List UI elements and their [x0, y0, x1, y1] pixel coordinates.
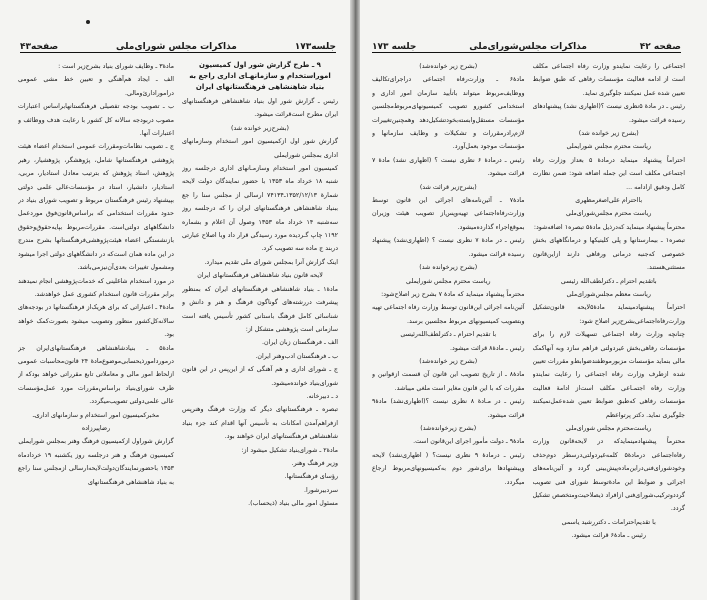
paragraph: (بشرح زیرخوانده شد) [419, 264, 478, 272]
paragraph: مادهٔ۶ ـ وزارت‌رفاه اجتماعی دراجرای‌تکالیف ووظایف‌مربوط میتواند باتأیید سازمان امور اداری و استخدامی کشورو تصویب کمیسیونهای‌مربوط‌مجلسین مؤسسات مستقل‌وابسته‌بخودتشکیل‌دهد وهمچنین‌تغییرات لازم‌رادرمقررات و تشکیلات و وظایف سازمانها و مؤسسات موجود بعمل‌آورد. [372, 76, 525, 151]
paragraph: گزارش شوراول ازکمیسیون فرهنگ وهنر بمجلس شورایملی [18, 438, 174, 446]
paragraph: چنانچه وزارت رفاه اجتماعی تسهیلات لازم را برای مؤسسات رفاهی‌بخش غیردولتی فراهم سازد وبه آنهاکمک مالی بنماید مؤسسات مزبورموظفندضوابط‌و مقررات تعیین شده ازطرف وزارت رفاه اجتماعی را رعایت نمایندو وزارت رفاه اجتمـاعی مکلف است‌از ادامهٔ فعالیت مؤسسات رفاهی که‌طبق ضوابط تعیین شده‌عمل‌نمیکنند جلوگیری نماید. دکتر پرتواعظم [532, 331, 685, 419]
section-heading: ۹ ـ طرح گزارش شور اول کمیسیون اموراستخدام و سازمانهـای اداری راجع به بنیاد شاهنشاهی فرهنگستانهای ایران [189, 61, 331, 91]
paragraph: وزیر فرهنگ وهنر. [291, 459, 338, 467]
paragraph: رؤسای فرهنگستانها. [284, 473, 338, 481]
paragraph: (بشرح زیر خوانده‌شد) [419, 357, 478, 365]
paragraph: مادهٔ۱ ـ بنیاد شاهنشاهی فرهنگستانهای ایران که بمنظور پیشرفت دررشته‌های گوناگون فرهنگ و هنر و دانش و شناسائی کامل فرهنگ باستانی کشور تأسیس یافته است سازمانی است پژوهشی متشکل از: [182, 285, 338, 333]
paragraph: بااحترام علی‌اصغرمظهری [575, 197, 643, 205]
paragraph: د ـ دبیرخانه. [306, 392, 338, 400]
paragraph: (بشرح زیر خوانده‌شد) [419, 63, 478, 70]
paragraph: تبصره ـ فرهنگستانهای دیگر که وزارت فرهنگ وهنرپس ازفراهم‌آمدن امکانات به تأسیس آنها اقدام کند جزء بنیاد شاهنشاهی فرهنگستانهای ایران خواهند بود. [182, 406, 338, 441]
paragraph: رئیس ـ درمادهٔ ۶ نظری نیست ؟ (اظهاری نشد) مادهٔ ۷ قرائت میشود. [372, 156, 525, 178]
paragraph: مخبرکمیسیون امور استخدام و سازمانهای اداری‌ـ رضاپیرزاده [32, 411, 160, 432]
paragraph: (بشرح زیر خوانده شد) [578, 130, 639, 138]
paragraph: گزارش شور اول ازکمیسیون امور استخدام وسازمانهای اداری بمجلس شورایملی [182, 138, 338, 159]
page-number: صفحه ۴۲ [639, 42, 681, 52]
print-speck [86, 20, 90, 24]
paragraph: کمیسیون امور استخدام وسازمـانهای اداری درجلسه روز شنبه ۱۸ خرداد ماه ۱۳۵۳ با حضور نمایندگان دولت لایحه شمارهٔ ۱۳۵۲/۱۲/۱۳ـ۷۴۱۳۴ ارسالی از مجلس سنا را جع ببنیاد شاهنشاهی فرهنگستانهای ایران را که درجلسه روز سه‌شنبه ۱۴ خرداد ماه ۱۳۵۳ وصول آن اعلام و بشماره ۱۱۹۲ چاپ گـردیده مورد رسیدگی قرار داد وبا اصلاح عبارتی دربند ج ماده سه تصویب کرد. [182, 165, 338, 253]
paragraph: ج ـ شورای اداری و هم آهنگی که از این‌پس در این قانون شورای‌بنیاد خوانده‌میشود. [182, 366, 338, 387]
paragraph: احتراماً پیشنهادمینماید مادهٔ۵لایحه قانون‌تشکیل وزارت‌رفاه‌اجتماعی‌بشرح‌زیر اصلاح شود: [532, 304, 685, 325]
paragraph: محترماً پیشنهاد مینماید که مادهٔ ۷ بشرح زیر اصلاح‌شود: [381, 290, 525, 298]
paragraph: ریاست معظم مجلس‌شورای‌ملی [566, 290, 651, 298]
paragraph: لایحه قانون بنیاد شاهنشاهی فرهنگستانهای ایران [197, 272, 323, 280]
paragraph: (بشرح زیرخوانده‌شد) [420, 424, 477, 432]
paragraph: ریاست محترم مجلس شورایملی [406, 277, 491, 285]
paragraph: رئیس ـ مادهٔ۶ قرائت میشود. [571, 532, 646, 540]
paragraph: محترماً پیشنهادمینمایدکه در لایحه‌قانون وزارت رفاه‌اجتماعی درمادهٔ۵ کلمه‌غیردولتی‌درسطر دوم‌حذف‌ وخودشورای‌فنی‌دراین‌ماده‌پیش‌بینی گردد و آئین‌نامه‌های اجرائی و ضوابط این مادهٔ‌توسط شورای فنی تصویب گرددوترکیب‌شورای‌فنی ازافراد ذیصلاحیت‌ومتخصص تشکیل گردد. [532, 438, 685, 513]
right-running-head [372, 38, 681, 53]
session-number: جلسه ۱۷۳ [372, 42, 417, 52]
paragraph: (بشرح‌زیر قرائت شد) [419, 183, 477, 191]
publication-title: مذاکرات مجلس‌شورای‌ملی [469, 42, 587, 52]
right-page-right-column [533, 60, 686, 594]
paragraph: مادهٔ۷ ـ آئین‌نامه‌های اجرائی این قانون توسط وزارت‌رفاه‌اجتماعی تهیه‌وپس‌از تصویب هیئت وزیران بموقع‌اجراء گذارده‌میشود. [372, 197, 525, 231]
paragraph: الف ـ ایجاد هم‌آهنگی و تعیین خط مشی عمومی درامورادارئ‌ومالی. [18, 76, 174, 97]
paragraph: احتراماً پیشنهاد مینماید درمادهٔ ۵ بعداز وزارت رفاه اجتماعی مکلف است این جمله اضافه شود: ضمن نظارت کامل ودقیق ازادامه ... [532, 156, 685, 191]
right-page [350, 0, 707, 600]
paragraph: مسئول امور مالی بنیاد (ذیحساب). [248, 500, 338, 508]
paragraph: در مورد استخدام شاغلینی که خدمات‌پژوهشی انجام نمیدهند برابر مقررات قانون استخدام کشوری عمل خواهدشد. [18, 277, 174, 298]
paragraph: تبصره۱ ـ بیمارستانها و پلی کلینیکها و درمانگاههای بخش خصوصی که‌جنبه درمانی ورفاهی دارند ازاین‌قانون مستثنی‌هستند. [532, 237, 685, 272]
paragraph: رئیس ـ درمادهٔ ۹ نظری نیست؟ ( اظهاری‌نشد) لایحه وپیشنهادها برای‌شور دوم به‌کمیسیونهای‌مربوط ارجاع میگردد. [372, 451, 525, 486]
paragraph: محترماً پیشنهاد مینماید که‌درذیل مادهٔ۵ تبصره۱ اضافه‌شود: [533, 223, 685, 231]
paragraph: ریاست‌محترم مجلس شورای‌ملی [566, 424, 652, 432]
page-number: صفحه۴۳ [20, 42, 59, 52]
left-page-left-column [18, 60, 174, 594]
session-number: جلسه۱۷۳ [294, 42, 336, 52]
paragraph: ریاست محترم مجلس‌شورای‌ملی [566, 210, 652, 218]
paragraph: (بشرح‌زیر خوانده شد) [231, 124, 289, 132]
paragraph: باتقدیم احترام ـ دکترلطف‌الله رئیسی [560, 277, 657, 285]
paragraph: اجتماعی را رعایت نمایندو وزارت رفاه اجتماعی مکلف است از ادامه فعالیت مؤسسات رفاهی که طبق ضوابط تعیین شده عمل نمیکنند جلوگیری نماید. [532, 63, 685, 97]
paragraph: اینک گزارش آنرا بمجلس شورای ملی تقدیم میدارد. [204, 258, 338, 266]
paragraph: رئیس ـ در مادهٔ ۵نظری نیست ؟(اظهاری نشد) پیشنهادهای رسیده قرائت میشود. [532, 103, 685, 124]
paragraph: سردبیرشورا. [303, 486, 338, 494]
paragraph: رئیس ـ در مـادهٔ ۸ نظری نیست ؟(اظهاری‌نشد) مادهٔ۹ قرائت میشود. [372, 398, 525, 419]
paragraph: مادهٔ۴ ـ اعتباراتی که برای هریک‌از فرهنگستانها در بودجه‌های سالانه‌کل‌کشور منظور وتصویب میشود بصورت‌کمک خواهد بود. [18, 304, 174, 339]
paragraph: مادهٔ۸ ـ از تاریخ تصویب این قانون آن قسمت ازقوانین و مقررات که با این قانون مغایر است ملغی میباشد. [372, 371, 525, 392]
paragraph: ب ـ تصویب بودجه تفصیلی فرهنگستانهابراساس اعتبارات مصوب دربودجه سالانه کل کشور با رعایت هدف ووظائف و اعتبارات آنها. [18, 103, 174, 138]
paragraph: با تقدیم‌احترامات ـ دکتررشید یاسمی [561, 518, 656, 526]
paragraph: مادهٔ۲ ـ شورای‌بنیاد تشکیل میشود از: [241, 446, 338, 454]
paragraph: رئیس ـ در مادهٔ ۷ نظری نیست ؟ (اظهاری‌نشد) پیشنهاد رسیده قرائت میشود. [372, 237, 525, 258]
paragraph: ج ـ تصویب نظامات‌ومقررات عمومی استخدام اعضاء هیئت پژوهشی فرهنگستانها شامل، پژوهشگر، پژوهشیار، رهبر پژوهش، استاد پژوهش که بترتیب معادل استادیار، مربی، استادیار، دانشیار، استاد در مؤسسات‌عالی علمی دولتی بپیشنهاد رئیس فرهنگستان مربوط و تصویب شورای بنیاد در حدود مقررات استخدامی که براساس‌قانون‌فوق مورد‌عمل دانشگاههای دولتی‌است. مقررات‌مربوط بپایه‌حقوق‌وحقوق بازنشستگی اعضاء هیئت‌پژوهشی‌فرهنگستانها بشرح مندرج در این ماده همان است‌که در دانشگاههای دولتی اجرا میشود ومشمول تغییرات بعدی‌آن‌نیزمی‌باشد. [18, 143, 174, 272]
paragraph: ب ـ فرهنگستان ادب‌وهنر ایران. [255, 352, 338, 360]
paragraph: مادهٔ۹ ـ دولت مأمور اجرای این‌قانون است. [413, 438, 525, 446]
paragraph: آئین‌نامه اجرائی این‌قانون توسط وزارت رفاه اجتماعی تهیه وبتصویب کمیسیونهای مربوط مجلسین برسد. [372, 304, 525, 325]
paragraph: ریاست محترم مجلس شورایملی [566, 143, 651, 151]
paragraph: رئیس ـ مادهٔ۸ قرائت میشود. [450, 344, 525, 352]
paragraph: با تقدیم احترام ـ دکترلطف‌الله‌رئیسی [400, 331, 497, 339]
paragraph: الف ـ فرهنگستان زبان ایران. [262, 339, 338, 347]
paragraph: کمیسیون فرهنگ و هنر درجلسه روز یکشنبه ۱۹ خردادماه ۱۳۵۳ باحضورنمایندگان‌دولت‌لایحه‌ارسالی ازمجلس سنا راجع به بنیاد شاهنشاهی فرهنگستانهای [18, 451, 174, 486]
paragraph: رئیس ـ گزارش شور اول بنیاد شاهنشاهی فرهنگستانهای ایران مطرح است‌قرائت میشود. [182, 98, 338, 119]
left-running-head [20, 38, 336, 53]
right-page-left-column [372, 60, 525, 594]
left-page-right-column [182, 60, 338, 594]
paragraph: مادهٔ۵ ـ بنیادشاهنشاهی فرهنگستانهای‌ایران جز درموردامورذیحسابی‌موضوع‌مادهٔ ۲۴ قانون‌محاسبات عمومی ازلحاظ امور مالی و معاملاتی تابع مقرراتی خواهد بودکه از طرف شورای‌بنیاد براساس‌مقررات مورد عمل‌مؤسسات عالی علمی‌دولتی تصویب‌میگردد. [18, 344, 174, 406]
publication-title: مذاکرات مجلس شورای‌ملی [115, 42, 237, 52]
left-page [0, 0, 350, 600]
paragraph: مادهٔ۳ ـ وظایف شورای بنیاد بشرح‌زیر است : [58, 63, 174, 70]
